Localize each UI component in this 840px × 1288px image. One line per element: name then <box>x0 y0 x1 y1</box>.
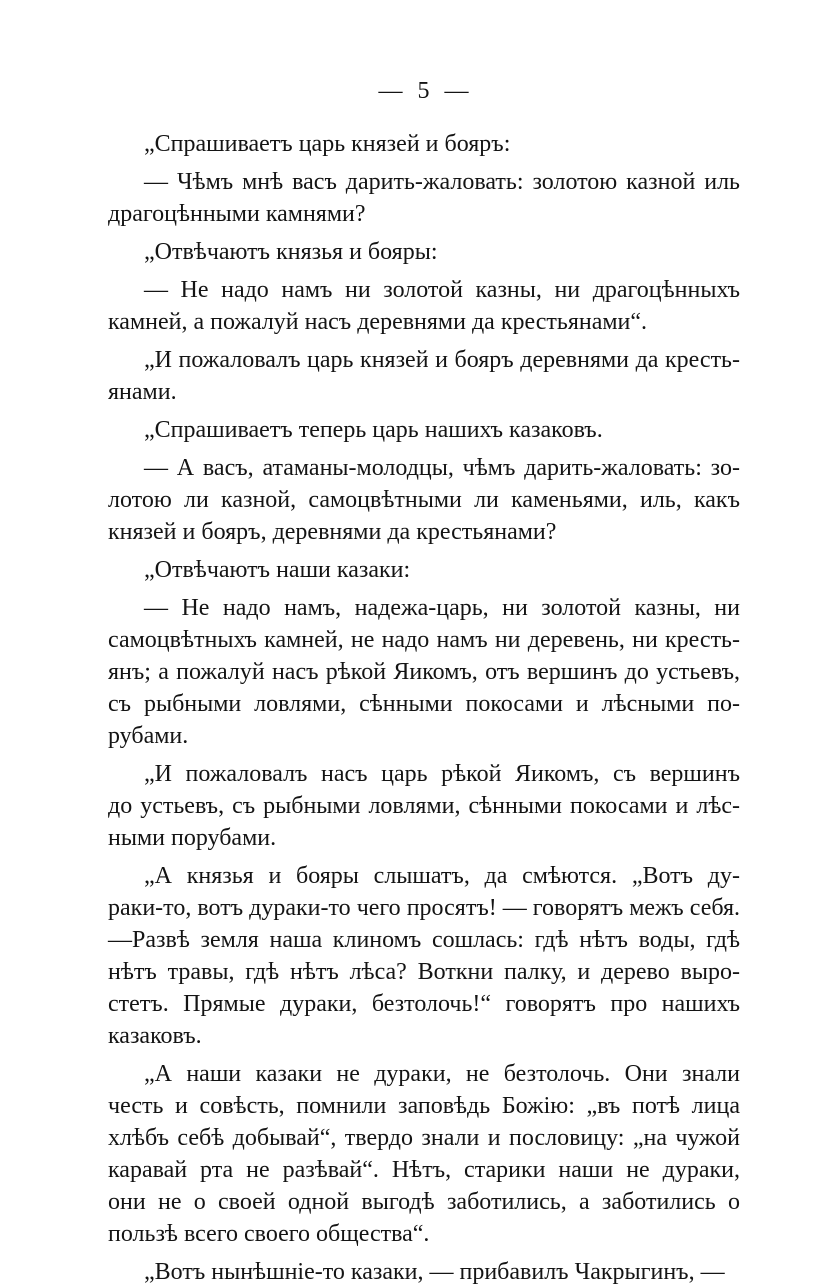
text-line: — Не надо намъ, надежа-царь, ни золотой казны, ни <box>144 595 740 621</box>
paragraph <box>108 166 740 230</box>
paragraph <box>108 236 740 268</box>
paragraph <box>108 344 740 408</box>
header-dash-left: — <box>378 78 404 104</box>
paragraph <box>108 452 740 548</box>
text-line: „Отвѣчаютъ наши казаки: <box>144 557 411 583</box>
page-header <box>108 78 740 105</box>
text-line: стетъ. Прямые дураки, безтолочь!“ говорятъ про нашихъ <box>108 991 740 1017</box>
paragraph <box>108 1256 740 1288</box>
text-line: пользѣ всего своего общества“. <box>108 1221 430 1247</box>
paragraph <box>108 860 740 1052</box>
text-line: „Вотъ нынѣшніе-то казаки, — прибавилъ Чакрыгинъ, — <box>144 1259 725 1285</box>
text-line: янами. <box>108 379 177 405</box>
text-line: „И пожаловалъ царь князей и бояръ деревнями да кресть- <box>144 347 740 373</box>
text-line: камней, а пожалуй насъ деревнями да крестьянами“. <box>108 309 648 335</box>
text-line: — Чѣмъ мнѣ васъ дарить-жаловать: золотою казной иль <box>144 169 740 195</box>
text-line: „А наши казаки не дураки, не безтолочь. Они знали <box>144 1061 740 1087</box>
paragraph <box>108 414 740 446</box>
book-page <box>108 76 740 1285</box>
text-line: каравай рта не разѣвай“. Нѣтъ, старики наши не дураки, <box>108 1157 740 1183</box>
paragraph <box>108 758 740 854</box>
text-line: ными порубами. <box>108 825 277 851</box>
text-line: честь и совѣсть, помнили заповѣдь Божію: „въ потѣ лица <box>108 1093 740 1119</box>
text-line: —Развѣ земля наша клиномъ сошлась: гдѣ нѣтъ воды, гдѣ <box>108 927 740 953</box>
text-line: „Отвѣчаютъ князья и бояры: <box>144 239 438 265</box>
text-line: „Спрашиваетъ царь князей и бояръ: <box>144 131 511 157</box>
text-line: лотою ли казной, самоцвѣтными ли каменьями, иль, какъ <box>108 487 740 513</box>
text-line: съ рыбными ловлями, сѣнными покосами и лѣсными по- <box>108 691 740 717</box>
paragraph <box>108 1058 740 1250</box>
text-line: нѣтъ травы, гдѣ нѣтъ лѣса? Воткни палку, и дерево выро- <box>108 959 740 985</box>
header-dash-right: — <box>444 78 470 104</box>
text-line: до устьевъ, съ рыбными ловлями, сѣнными покосами и лѣс- <box>108 793 740 819</box>
paragraph <box>108 554 740 586</box>
text-line: янъ; а пожалуй насъ рѣкой Яикомъ, отъ вершинъ до устьевъ, <box>108 659 740 685</box>
text-line: они не о своей одной выгодѣ заботились, а заботились о <box>108 1189 740 1215</box>
page-body-text <box>108 128 740 1288</box>
text-line: — Не надо намъ ни золотой казны, ни драгоцѣнныхъ <box>144 277 740 303</box>
text-line: „И пожаловалъ насъ царь рѣкой Яикомъ, съ вершинъ <box>144 761 740 787</box>
text-line: казаковъ. <box>108 1023 202 1049</box>
paragraph <box>108 128 740 160</box>
paragraph <box>108 592 740 752</box>
text-line: „Спрашиваетъ теперь царь нашихъ казаковъ. <box>144 417 603 443</box>
text-line: рубами. <box>108 723 189 749</box>
text-line: хлѣбъ себѣ добывай“, твердо знали и пословицу: „на чужой <box>108 1125 740 1151</box>
page-number: 5 <box>417 78 431 104</box>
text-line: — А васъ, атаманы-молодцы, чѣмъ дарить-жаловать: зо- <box>144 455 740 481</box>
text-line: „А князья и бояры слышатъ, да смѣются. „Вотъ ду- <box>144 863 740 889</box>
text-line: самоцвѣтныхъ камней, не надо намъ ни деревень, ни кресть- <box>108 627 740 653</box>
text-line: драгоцѣнными камнями? <box>108 201 366 227</box>
paragraph <box>108 274 740 338</box>
text-line: раки-то, вотъ дураки-то чего просятъ! — говорятъ межъ себя. <box>108 895 740 921</box>
text-line: князей и бояръ, деревнями да крестьянами? <box>108 519 557 545</box>
